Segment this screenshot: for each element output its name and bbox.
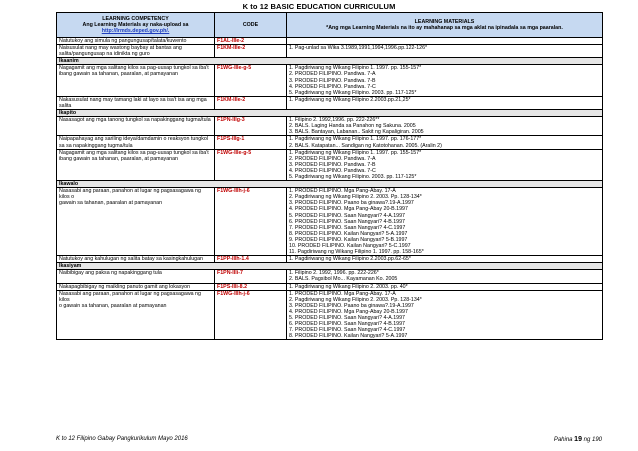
section-row: [57, 181, 603, 188]
code-cell: F1PS-IIIi-8.2: [215, 283, 287, 290]
material-item: 2. BALS. Katapatan... Sandigan ng Katotohanan. 2005. (Aralin 2): [289, 142, 442, 149]
material-item: 6. PRODED FILIPINO. Saan Nangyari? 4-B.1997: [289, 218, 405, 225]
code-cell: F1PN-IIIg-3: [215, 117, 287, 136]
table-row: [57, 256, 603, 263]
competency-cell: Nakasusulat nang may tamang laki at layo sa isa't isa ang mga salita: [57, 96, 215, 109]
section-row: [57, 58, 603, 65]
material-item: 2. PRODED FILIPINO. Pandiwa. 7-A: [289, 155, 376, 162]
materials-cell: [287, 136, 603, 149]
material-item: 2. BALS. Laging Handa sa Panahon ng Sakuna. 2005: [289, 123, 416, 130]
page-prefix: Pahina: [553, 437, 573, 443]
table-row: [57, 149, 603, 180]
competency-cell: Natutukoy ang simula ng pangungusap/talata/kuwento: [57, 38, 215, 45]
table-row: [57, 65, 603, 96]
material-item: 1. Filipino 2. 1992,1996. pp. 222-226**: [289, 117, 380, 124]
material-item: 4. PRODED FILIPINO. Mga Pang-Abay 20-B.1997: [289, 206, 408, 213]
material-item: 3. PRODED FILIPINO. Pandiwa. 7-B: [289, 161, 376, 168]
material-item: 1. Pagdiriwang ng Wikang Filipino 1. 1997. pp. 155-157*: [289, 149, 422, 156]
material-item: 11. Pagdiriwang ng Wikang Filipino 1. 1997. pp. 158-165*: [289, 249, 424, 256]
header-competency-title: LEARNING COMPETENCY: [102, 15, 169, 22]
materials-cell: [287, 270, 603, 283]
section-row: [57, 110, 603, 117]
competency-cell: Natutukoy ang kahulugan ng salita batay sa kasingkahulugan: [57, 256, 215, 263]
material-item: 1. Pag-unlad sa Wika 3.1989,1991,1994,1996.pp.122-126*: [289, 45, 428, 52]
section-row: [57, 263, 603, 270]
competency-cell: Nagagamit ang mga salitang kilos sa pag-uusap tungkol sa iba't ibang gawain sa tahanan, paaralan, at pamayanan: [57, 65, 215, 96]
footer-guide-title: K to 12 Filipino Gabay Pangkurikulum Mayo 2016: [56, 436, 188, 442]
code-cell: F1PP-IIIh-1.4: [215, 256, 287, 263]
materials-cell: [287, 38, 603, 45]
material-item: 4. PRODED FILIPINO. Mga Pang-Abay 20-B.1997: [289, 308, 408, 315]
page-suffix: ng 190: [583, 437, 602, 443]
footer-page-number: [554, 436, 602, 443]
material-item: 9. PRODED FILIPINO. Kailan Nangyari? 5-B.1997: [289, 236, 408, 243]
material-item: 10. PRODED FILIPINO. Kailan Nangyari? 5-C.1997: [289, 243, 411, 249]
material-item: 1. Pagdiriwang ng Wikang Filipino 2.2003.pp.21,25*: [289, 96, 411, 103]
material-item: 8. PRODED FILIPINO. Kailan Nangyari? 5-A.1997: [289, 230, 408, 237]
header-competency-sub: Ang Learning Materials ay naka-upload sa: [82, 21, 189, 28]
materials-cell: [287, 283, 603, 290]
competency-cell: Naisusulat nang may wastong baybay at bantas ang salita/pangungusap na idinikta ng guro: [57, 45, 215, 58]
table-row: [57, 136, 603, 149]
table-row: [57, 96, 603, 109]
section-label: Ikaanim: [57, 58, 603, 65]
code-cell: F1KM-IIIe-2: [215, 96, 287, 109]
competency-cell: Nasasagot ang mga tanong tungkol sa napakinggang tugma/tula: [57, 117, 215, 136]
header-materials: [287, 13, 603, 38]
section-label: Ikasiyam: [57, 263, 603, 270]
table-row: [57, 38, 603, 45]
table-row: [57, 117, 603, 136]
material-item: 4. PRODED FILIPINO. Pandiwa. 7-C: [289, 167, 376, 174]
material-item: 2. PRODED FILIPINO. Pandiwa. 7-A: [289, 71, 376, 78]
section-label: Ikapito: [57, 110, 603, 117]
materials-cell: [287, 149, 603, 180]
section-label: Ikawalo: [57, 181, 603, 188]
table-row: [57, 283, 603, 290]
header-materials-sub: *Ang mga Learning Materials na ito ay mahahanap sa mga aklat na ipinadala sa mga paaralan.: [326, 25, 563, 31]
page-title: K to 12 BASIC EDUCATION CURRICULUM: [242, 2, 396, 11]
table-header-row: [57, 13, 603, 38]
competency-cell: Nasasabi ang paraan, panahon at lugar ng pagsasagawa ng kilos o gawain sa tahanan, paaralan at pamayanan: [57, 290, 215, 340]
material-item: 1. Pagdiriwang ng Wikang Filipino 2.2003.pp.62-65*: [289, 256, 411, 263]
header-materials-title: LEARNING MATERIALS: [414, 18, 475, 25]
header-code: CODE: [215, 13, 287, 38]
code-cell: F1AL-IIIe-2: [215, 38, 287, 45]
material-item: 7. PRODED FILIPINO. Saan Nangyari? 4-C.1997: [289, 224, 406, 231]
material-item: 7. PRODED FILIPINO. Saan Nangyari? 4-C.1997: [289, 327, 406, 334]
table-row: [57, 270, 603, 283]
materials-cell: [287, 117, 603, 136]
material-item: 3. PRODED FILIPINO. Pandiwa. 7-B: [289, 77, 376, 84]
competency-cell: Nakapagbibigay ng maikling panuto gamit ang lokasyon: [57, 283, 215, 290]
materials-cell: [287, 290, 603, 340]
material-item: 1. PRODED FILIPINO. Mga Pang-Abay. 17-A: [289, 290, 396, 297]
material-item: 1. Pagdiriwang ng Wikang Filipino 1. 1997. pp. 155-157*: [289, 65, 422, 72]
curriculum-table: [56, 12, 603, 340]
materials-cell: [287, 188, 603, 256]
material-item: 5. Pagdiriwang ng Wikang Filipino. 2003. pp. 117-125*: [289, 89, 417, 96]
table-row: [57, 188, 603, 256]
materials-cell: [287, 45, 603, 58]
material-item: 1. Filipino 2. 1992, 1996. pp. 222-226*: [289, 270, 379, 277]
material-item: 6. PRODED FILIPINO. Saan Nangyari? 4-B.1997: [289, 321, 405, 328]
material-item: 2. Pagdiriwang ng Wikang Filipino 2. 2003. Pp. 128-134*: [289, 194, 422, 201]
materials-cell: [287, 256, 603, 263]
material-item: 2. BALS. Pagsibol Mo... Kayamanan Ko. 2005: [289, 276, 398, 283]
material-item: 5. PRODED FILIPINO. Saan Nangyari? 4-A.1997: [289, 212, 405, 219]
material-item: 1. Pagdiriwang ng Wikang Filipino 1. 1997. pp. 176-177*: [289, 136, 422, 143]
code-cell: F1WG-IIIe-g-5: [215, 65, 287, 96]
lrmds-link[interactable]: http://lrmds.deped.gov.ph/.: [101, 28, 170, 35]
material-item: 3. PRODED FILIPINO. Paano ba ginawa?.19-A.1997: [289, 302, 414, 309]
material-item: 1. PRODED FILIPINO. Mga Pang-Abay. 17-A: [289, 188, 396, 195]
material-item: 3. BALS. Bantayan, Labanan.. Sakit ng Kapaligiran. 2005: [289, 129, 424, 136]
header-competency: [57, 13, 215, 38]
material-item: 5. PRODED FILIPINO. Saan Nangyari? 4-A.1997: [289, 315, 405, 322]
materials-cell: [287, 96, 603, 109]
code-cell: F1KM-IIIe-2: [215, 45, 287, 58]
table-row: [57, 290, 603, 340]
material-item: 8. PRODED FILIPINO. Kailan Nangyari? 5-A.1997: [289, 333, 408, 340]
code-cell: F1WG-IIIh-j-6: [215, 290, 287, 340]
competency-cell: Nagagamit ang mga salitang kilos sa pag-uusap tungkol sa iba't ibang gawain sa tahanan, paaralan, at pamayanan: [57, 149, 215, 180]
code-cell: F1PS-IIIg-1: [215, 136, 287, 149]
material-item: 5. Pagdiriwang ng Wikang Filipino. 2003. pp. 117-125*: [289, 173, 417, 180]
materials-cell: [287, 65, 603, 96]
material-item: 4. PRODED FILIPINO. Pandiwa. 7-C: [289, 83, 376, 90]
material-item: 2. Pagdiriwang ng Wikang Filipino 2. 2003. Pp. 128-134*: [289, 296, 422, 303]
competency-cell: Naibibigay ang paksa ng napakinggang tula: [57, 270, 215, 283]
code-cell: F1WG-IIIe-g-5: [215, 149, 287, 180]
code-cell: F1PN-IIIi-7: [215, 270, 287, 283]
code-cell: F1WG-IIIh-j-6: [215, 188, 287, 256]
material-item: 3. PRODED FILIPINO. Paano ba ginawa?.19-A.1997: [289, 200, 414, 207]
competency-cell: Nasasabi ang paraan, panahon at lugar ng pagsasagawa ng kilos o gawain sa tahanan, paaralan at pamayanan: [57, 188, 215, 256]
table-body: [57, 38, 603, 340]
material-item: 1. Pagdiriwang ng Wikang Filipino 2. 2003. pp. 40*: [289, 283, 408, 290]
page-number: 19: [574, 436, 582, 443]
competency-cell: Naipapahayag ang sariling ideya/damdamin o reaksyon tungkol sa sa napakinggang tugma/tula: [57, 136, 215, 149]
table-row: [57, 45, 603, 58]
